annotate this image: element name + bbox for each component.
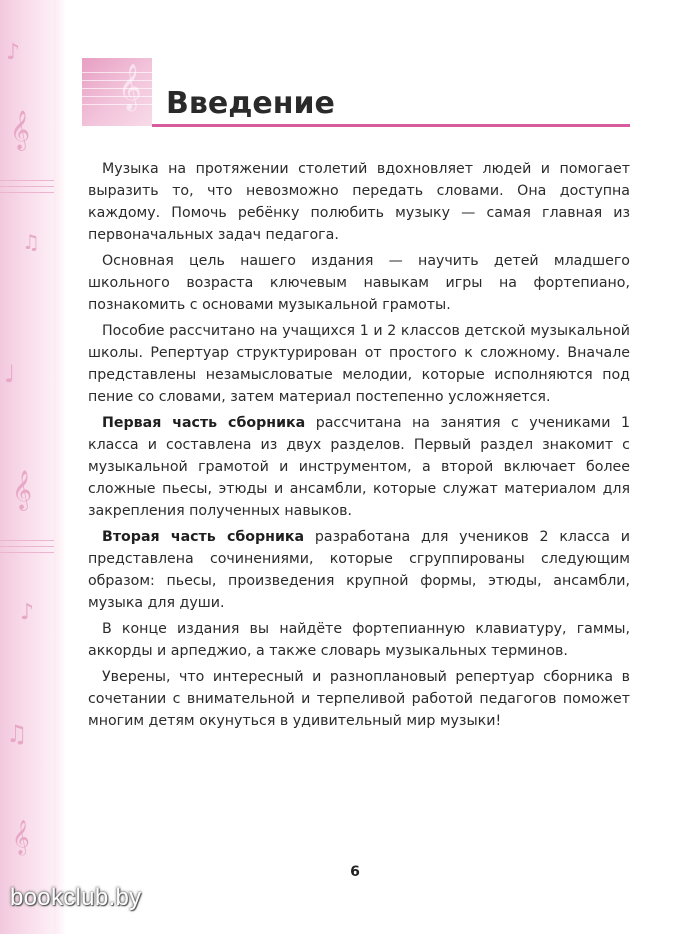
staff-line [0,180,54,181]
staff-line [0,552,54,553]
music-note-icon: ♪ [6,40,21,65]
decorative-left-band [0,0,54,934]
paragraph [88,526,630,614]
bold-phrase: Первая часть сборника [102,415,306,431]
paragraph: Основная цель нашего издания — научить детей младшего школьного возраста ключевым навыкам игры на фортепиано, познакомить с основами музыкальной грамоты. [88,253,630,313]
title-underline [152,124,630,127]
page-edge-shadow [54,0,66,934]
paragraph [88,412,630,522]
music-note-icon: ♪ [20,600,35,625]
paragraph: Пособие рассчитано на учащихся 1 и 2 классов детской музыкальной школы. Репертуар структурирован от простого к сложному. Вначале представлены незамысловатые мелодии, которые исполняются под пение со словами, затем материал постепенно усложняется. [88,323,630,405]
bold-phrase: Вторая часть сборника [102,529,305,545]
staff-line [0,186,54,187]
treble-clef-icon: 𝄞 [10,110,31,150]
paragraph-text: рассчитана на занятия с учениками 1 класса и составлена из двух разделов. Первый раздел знакомит с музыкальной грамотой и инструментом, а второй включает более сложные пьесы, этюды и ансамбли, которые служат материалом для закрепления полученных навыков. [88,415,630,519]
treble-clef-icon: 𝄞 [118,64,142,110]
paragraph: Музыка на протяжении столетий вдохновляет людей и помогает выразить то, что невозможно передать словами. Она доступна каждому. Помочь ребёнку полюбить музыку — самая главная из первоначальных задач педагога. [88,161,630,243]
paragraph: Уверены, что интересный и разноплановый репертуар сборника в сочетании с внимательной и терпеливой работой педагогов поможет многим детям окунуться в удивительный мир музыки! [88,669,630,729]
header-decoration [82,58,152,126]
treble-clef-icon: 𝄞 [12,820,30,855]
staff-line [0,540,54,541]
staff-line [0,192,54,193]
page-number: 6 [350,864,360,880]
intro-text [88,158,630,736]
paragraph: В конце издания вы найдёте фортепианную клавиатуру, гаммы, аккорды и арпеджио, а также словарь музыкальных терминов. [88,621,630,659]
staff-line [0,546,54,547]
music-note-icon: ♩ [4,360,16,388]
paragraph-text: разработана для учеников 2 класса и представлена сочинениями, которые сгруппированы следующим образом: пьесы, произведения крупной формы, этюды, ансамбли, музыка для души. [88,529,630,611]
music-note-icon: ♫ [22,230,40,254]
music-note-icon: ♫ [6,720,28,748]
page-title: Введение [166,86,335,121]
treble-clef-icon: 𝄞 [12,470,33,510]
watermark: bookclub.by [10,884,142,911]
